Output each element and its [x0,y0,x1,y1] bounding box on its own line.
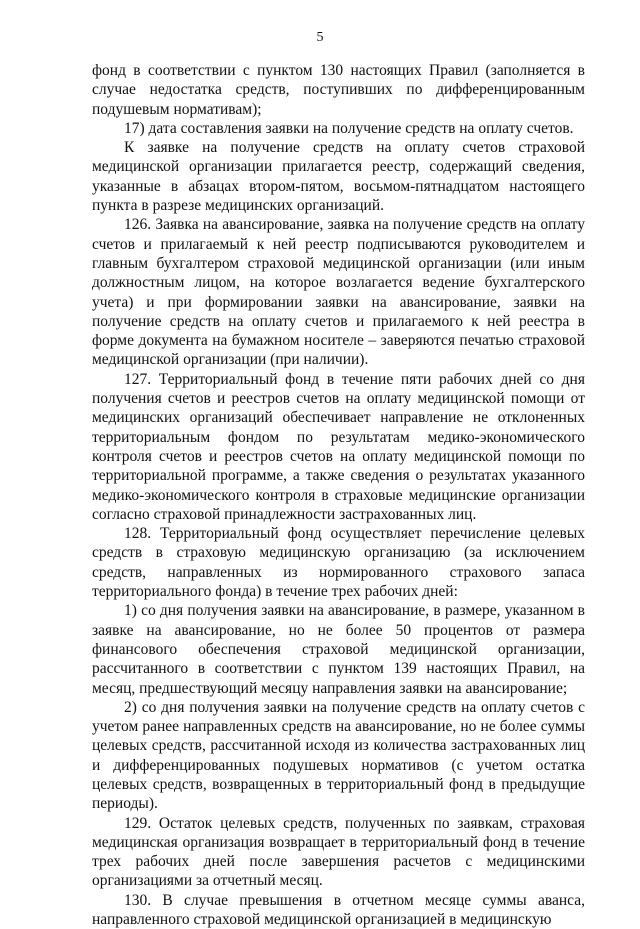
paragraph-clause-129: 129. Остаток целевых средств, полученных по заявкам, страховая медицинская организация возвращает в территориальный фонд в течение трех рабочих дней после завершения расчетов с медицинскими организациями за отчетный месяц. [92,814,585,890]
paragraph-clause-126: 126. Заявка на авансирование, заявка на получение средств на оплату счетов и прилагаемый к ней реестр подписываются руководителем и главным бухгалтером страховой медицинской организации (или иным должностным лицом, на которое возлагается ведение бухгалтерского учета) и при формировании заявки на авансирование, заявки на получение средств на оплату счетов и прилагаемого к ней реестра в форме документа на бумажном носителе – заверяются печатью страховой медицинской организации (при наличии). [92,216,585,369]
page-number: 5 [316,30,324,45]
paragraph-clause-128-item-2: 2) со дня получения заявки на получение средств на оплату счетов с учетом ранее направленных средств на авансирование, но не более суммы целевых средств, рассчитанной исходя из количества застрахованных лиц и дифференцированных подушевых нормативов (с учетом остатка целевых средств, возвращенных в территориальный фонд в предыдущие периоды). [92,698,585,813]
paragraph-registry-note: К заявке на получение средств на оплату счетов страховой медицинской организации прилагается реестр, содержащий сведения, указанные в абзацах втором-пятом, восьмом-пятнадцатом настоящего пункта в разрезе медицинских организаций. [92,139,585,215]
paragraph-continuation: фонд в соответствии с пунктом 130 настоящих Правил (заполняется в случае недостатка средств, поступивших по дифференцированным подушевым нормативам); [92,62,585,118]
document-body [92,61,585,929]
paragraph-clause-128-item-1: 1) со дня получения заявки на авансирование, в размере, указанном в заявке на авансирование, но не более 50 процентов от размера финансового обеспечения страховой медицинской организации, рассчитанного в соответствии с пунктом 139 настоящих Правил, на месяц, предшествующий месяцу направления заявки на авансирование; [92,602,585,697]
paragraph-clause-127: 127. Территориальный фонд в течение пяти рабочих дней со дня получения счетов и реестров счетов на оплату медицинской помощи от медицинских организаций обеспечивает направление не отклоненных территориальным фондом по результатам медико-экономического контроля счетов и реестров счетов на оплату медицинской помощи по территориальной программе, а также сведения о результатах указанного медико-экономического контроля в страховые медицинские организации согласно страховой принадлежности застрахованных лиц. [92,370,585,523]
paragraph-clause-130: 130. В случае превышения в отчетном месяце суммы аванса, направленного страховой медицинской организацией в медицинскую [92,891,585,929]
paragraph-clause-128: 128. Территориальный фонд осуществляет перечисление целевых средств в страховую медицинскую организацию (за исключением средств, направленных из нормированного страхового запаса территориального фонда) в течение трех рабочих дней: [92,525,585,601]
paragraph-item-17: 17) дата составления заявки на получение средств на оплату счетов. [124,119,574,137]
